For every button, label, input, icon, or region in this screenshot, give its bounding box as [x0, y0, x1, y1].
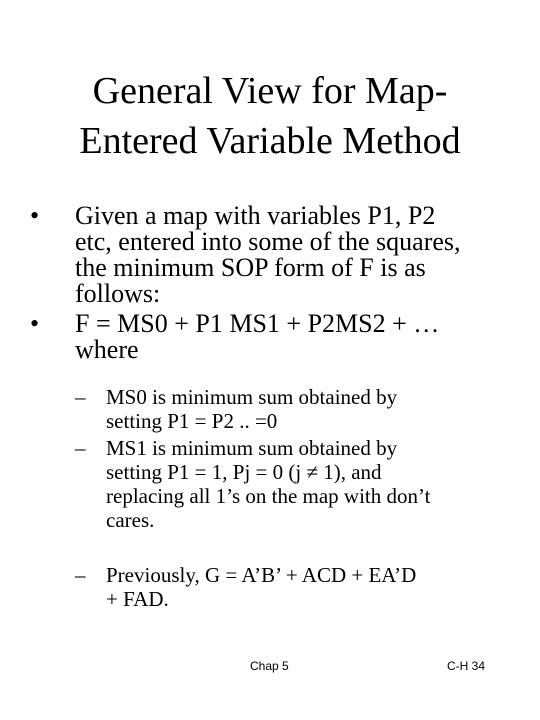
- bullet-list: [30, 203, 510, 367]
- dash-icon: –: [75, 385, 86, 409]
- sub-bullet-item: [75, 385, 515, 433]
- dash-icon: –: [75, 563, 86, 587]
- sub-bullet-text-line: setting P1 = 1, Pj = 0 (j ≠ 1), and: [106, 460, 382, 484]
- sub-bullet-group: [75, 563, 515, 611]
- sub-bullet-text-line: cares.: [106, 508, 155, 532]
- sub-bullet-text-line: MS1 is minimum sum obtained by: [106, 436, 398, 460]
- dash-icon: –: [75, 436, 86, 460]
- title-line: General View for Map-: [92, 70, 448, 112]
- bullet-text-line: follows:: [75, 279, 161, 308]
- sub-bullet-text-line: setting P1 = P2 .. =0: [106, 409, 278, 433]
- footer-page-number: C-H 34: [447, 659, 486, 673]
- bullet-item: [30, 311, 510, 363]
- slide-title: [20, 66, 520, 166]
- sub-bullet-item: [75, 563, 515, 611]
- sub-bullet-item: [75, 436, 515, 532]
- sub-bullet-text-line: replacing all 1’s on the map with don’t: [106, 484, 431, 508]
- sub-bullet-text-line: Previously, G = A’B’ + ACD + EA’D: [106, 563, 417, 587]
- bullet-dot-icon: •: [30, 309, 40, 338]
- bullet-item: [30, 203, 510, 307]
- sub-bullet-text-line: + FAD.: [106, 587, 169, 611]
- footer-chapter: Chap 5: [250, 659, 289, 673]
- bullet-text-line: Given a map with variables P1, P2: [75, 201, 436, 230]
- title-line: Entered Variable Method: [79, 120, 461, 162]
- bullet-text-line: etc, entered into some of the squares,: [75, 227, 461, 256]
- bullet-dot-icon: •: [30, 201, 40, 230]
- sub-bullet-text-line: MS0 is minimum sum obtained by: [106, 385, 398, 409]
- bullet-text-line: where: [75, 335, 139, 364]
- sub-bullet-group: [75, 385, 515, 532]
- bullet-text-line: the minimum SOP form of F is as: [75, 253, 426, 282]
- bullet-text-line: F = MS0 + P1 MS1 + P2MS2 + …: [75, 309, 440, 338]
